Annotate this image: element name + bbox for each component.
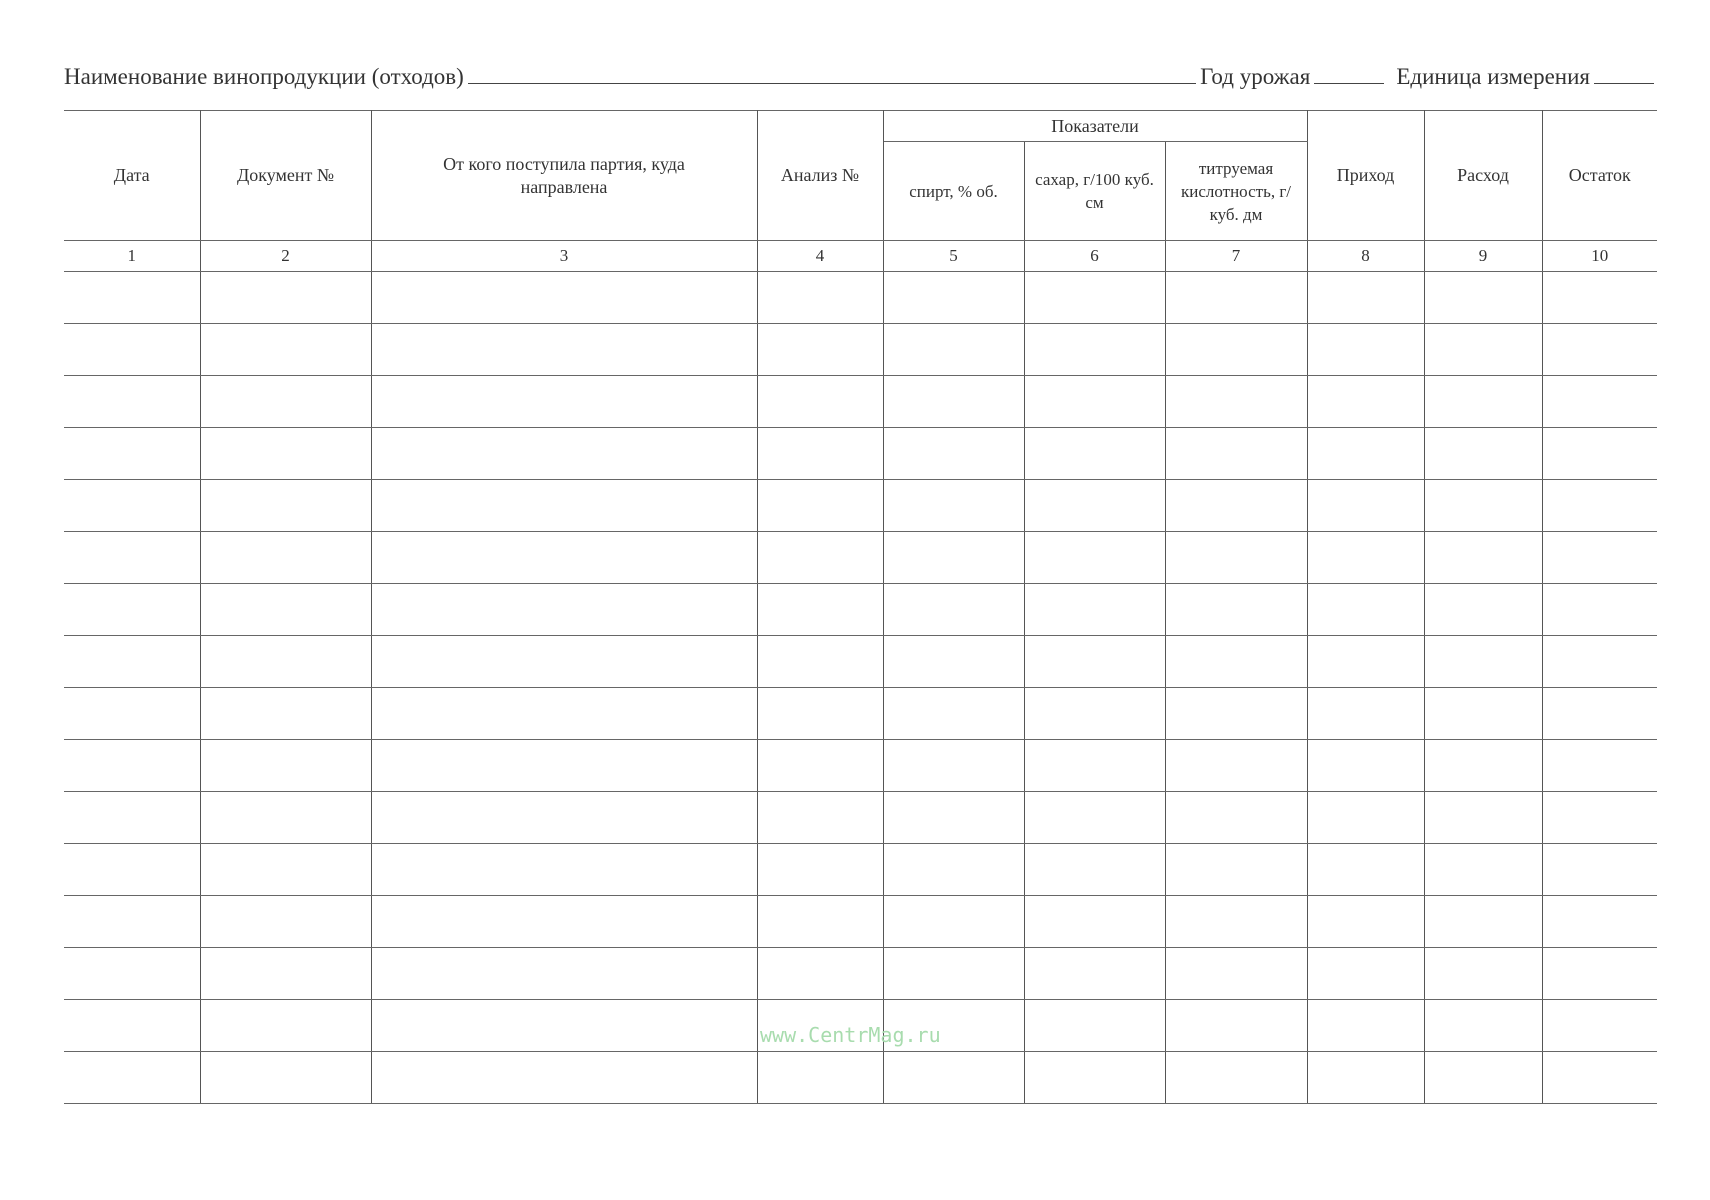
table-cell[interactable] xyxy=(371,532,757,584)
table-cell[interactable] xyxy=(1024,376,1165,428)
table-cell[interactable] xyxy=(1307,584,1424,636)
table-cell[interactable] xyxy=(1165,324,1307,376)
product-name-blank[interactable] xyxy=(468,83,1196,84)
col-header-alcohol: спирт, % об. xyxy=(883,142,1024,241)
table-cell[interactable] xyxy=(757,792,883,844)
table-cell[interactable] xyxy=(200,688,371,740)
table-cell[interactable] xyxy=(757,428,883,480)
table-cell[interactable] xyxy=(1424,896,1542,948)
harvest-year-label: Год урожая xyxy=(1200,64,1311,89)
table-cell[interactable] xyxy=(371,636,757,688)
table-cell[interactable] xyxy=(1542,688,1657,740)
table-row xyxy=(64,272,1657,324)
table-cell[interactable] xyxy=(1165,896,1307,948)
table-cell[interactable] xyxy=(371,272,757,324)
table-cell[interactable] xyxy=(1024,1000,1165,1052)
column-number: 10 xyxy=(1542,241,1657,272)
table-cell[interactable] xyxy=(883,324,1024,376)
table-cell[interactable] xyxy=(371,896,757,948)
table-cell[interactable] xyxy=(1424,272,1542,324)
table-cell[interactable] xyxy=(1424,532,1542,584)
table-row xyxy=(64,896,1657,948)
table-cell[interactable] xyxy=(200,480,371,532)
column-number: 9 xyxy=(1424,241,1542,272)
table-cell[interactable] xyxy=(1542,1052,1657,1104)
table-cell[interactable] xyxy=(1542,324,1657,376)
table-cell[interactable] xyxy=(64,428,200,480)
table-cell[interactable] xyxy=(1165,1052,1307,1104)
table-cell[interactable] xyxy=(64,948,200,1000)
column-number: 5 xyxy=(883,241,1024,272)
column-number: 4 xyxy=(757,241,883,272)
table-cell[interactable] xyxy=(1024,792,1165,844)
table-cell[interactable] xyxy=(200,636,371,688)
table-cell[interactable] xyxy=(1307,376,1424,428)
table-cell[interactable] xyxy=(371,480,757,532)
table-cell[interactable] xyxy=(1165,584,1307,636)
table-cell[interactable] xyxy=(1165,480,1307,532)
table-cell[interactable] xyxy=(883,428,1024,480)
table-row xyxy=(64,480,1657,532)
unit-blank[interactable] xyxy=(1594,83,1654,84)
table-cell[interactable] xyxy=(1165,376,1307,428)
table-cell[interactable] xyxy=(1424,948,1542,1000)
table-cell[interactable] xyxy=(200,792,371,844)
column-number: 3 xyxy=(371,241,757,272)
table-cell[interactable] xyxy=(1542,1000,1657,1052)
table-cell[interactable] xyxy=(1307,324,1424,376)
table-cell[interactable] xyxy=(1024,844,1165,896)
table-cell[interactable] xyxy=(1307,792,1424,844)
table-cell[interactable] xyxy=(1307,1000,1424,1052)
table-cell[interactable] xyxy=(883,896,1024,948)
table-cell[interactable] xyxy=(64,272,200,324)
table-cell[interactable] xyxy=(1165,532,1307,584)
table-cell[interactable] xyxy=(1424,480,1542,532)
table-cell[interactable] xyxy=(1542,532,1657,584)
table-cell[interactable] xyxy=(64,740,200,792)
table-cell[interactable] xyxy=(1542,740,1657,792)
table-cell[interactable] xyxy=(1165,636,1307,688)
table-cell[interactable] xyxy=(1024,636,1165,688)
table-cell[interactable] xyxy=(883,688,1024,740)
table-cell[interactable] xyxy=(1165,272,1307,324)
table-cell[interactable] xyxy=(757,688,883,740)
table-cell[interactable] xyxy=(1307,1052,1424,1104)
journal-table xyxy=(64,110,1657,1104)
table-cell[interactable] xyxy=(1542,636,1657,688)
table-cell[interactable] xyxy=(1307,688,1424,740)
table-cell[interactable] xyxy=(200,376,371,428)
table-cell[interactable] xyxy=(1024,1052,1165,1104)
table-cell[interactable] xyxy=(371,324,757,376)
table-cell[interactable] xyxy=(64,324,200,376)
table-cell[interactable] xyxy=(757,532,883,584)
table-cell[interactable] xyxy=(1542,428,1657,480)
table-cell[interactable] xyxy=(64,792,200,844)
table-cell[interactable] xyxy=(1165,792,1307,844)
form-heading xyxy=(64,50,1654,90)
table-cell[interactable] xyxy=(883,844,1024,896)
table-cell[interactable] xyxy=(1165,844,1307,896)
table-cell[interactable] xyxy=(1024,480,1165,532)
table-cell[interactable] xyxy=(1424,844,1542,896)
table-cell[interactable] xyxy=(1542,844,1657,896)
column-number: 6 xyxy=(1024,241,1165,272)
table-cell[interactable] xyxy=(1424,1052,1542,1104)
col-header-from-to: От кого поступила партия, куда направлена xyxy=(371,111,757,241)
table-row xyxy=(64,532,1657,584)
table-cell[interactable] xyxy=(200,1052,371,1104)
table-cell[interactable] xyxy=(1307,428,1424,480)
table-cell[interactable] xyxy=(1024,688,1165,740)
table-cell[interactable] xyxy=(883,740,1024,792)
table-cell[interactable] xyxy=(1024,584,1165,636)
table-cell[interactable] xyxy=(757,844,883,896)
table-cell[interactable] xyxy=(1307,272,1424,324)
table-cell[interactable] xyxy=(200,948,371,1000)
col-header-date: Дата xyxy=(64,111,200,241)
table-cell[interactable] xyxy=(757,480,883,532)
table-cell[interactable] xyxy=(1024,324,1165,376)
table-cell[interactable] xyxy=(757,584,883,636)
table-cell[interactable] xyxy=(371,688,757,740)
table-cell[interactable] xyxy=(1424,324,1542,376)
table-cell[interactable] xyxy=(200,428,371,480)
table-cell[interactable] xyxy=(371,792,757,844)
table-cell[interactable] xyxy=(371,1000,757,1052)
table-cell[interactable] xyxy=(371,948,757,1000)
table-cell[interactable] xyxy=(1424,636,1542,688)
table-cell[interactable] xyxy=(1542,376,1657,428)
table-cell[interactable] xyxy=(883,636,1024,688)
table-row xyxy=(64,376,1657,428)
unit-label: Единица измерения xyxy=(1396,64,1590,89)
table-cell[interactable] xyxy=(64,1052,200,1104)
table-cell[interactable] xyxy=(1024,272,1165,324)
table-cell[interactable] xyxy=(1307,480,1424,532)
table-cell[interactable] xyxy=(64,688,200,740)
table-cell[interactable] xyxy=(64,376,200,428)
table-cell[interactable] xyxy=(1542,948,1657,1000)
table-cell[interactable] xyxy=(1024,740,1165,792)
table-cell[interactable] xyxy=(757,1052,883,1104)
table-row xyxy=(64,324,1657,376)
table-cell[interactable] xyxy=(757,740,883,792)
table-row xyxy=(64,948,1657,1000)
table-cell[interactable] xyxy=(1424,740,1542,792)
product-name-label: Наименование винопродукции (отходов) xyxy=(64,64,464,89)
col-header-acidity: титруемая кислотность, г/куб. дм xyxy=(1165,142,1307,241)
table-row xyxy=(64,1052,1657,1104)
table-cell[interactable] xyxy=(200,844,371,896)
table-row xyxy=(64,428,1657,480)
table-cell[interactable] xyxy=(1424,1000,1542,1052)
table-cell[interactable] xyxy=(883,948,1024,1000)
col-header-indicators: Показатели xyxy=(883,111,1307,142)
table-cell[interactable] xyxy=(1307,948,1424,1000)
col-header-sugar: сахар, г/100 куб. см xyxy=(1024,142,1165,241)
table-cell[interactable] xyxy=(371,376,757,428)
table-cell[interactable] xyxy=(1165,688,1307,740)
table-cell[interactable] xyxy=(1424,688,1542,740)
table-row xyxy=(64,688,1657,740)
table-cell[interactable] xyxy=(1024,948,1165,1000)
col-header-income: Приход xyxy=(1307,111,1424,241)
table-cell[interactable] xyxy=(1307,896,1424,948)
table-row xyxy=(64,636,1657,688)
table-cell[interactable] xyxy=(883,532,1024,584)
table-cell[interactable] xyxy=(200,532,371,584)
table-cell[interactable] xyxy=(883,480,1024,532)
table-cell[interactable] xyxy=(1165,740,1307,792)
table-cell[interactable] xyxy=(200,896,371,948)
table-cell[interactable] xyxy=(1165,1000,1307,1052)
table-cell[interactable] xyxy=(883,1052,1024,1104)
table-cell[interactable] xyxy=(64,636,200,688)
table-cell[interactable] xyxy=(64,584,200,636)
col-header-balance: Остаток xyxy=(1542,111,1657,241)
table-cell[interactable] xyxy=(757,896,883,948)
col-header-expense: Расход xyxy=(1424,111,1542,241)
table-cell[interactable] xyxy=(200,584,371,636)
table-cell[interactable] xyxy=(200,324,371,376)
table-cell[interactable] xyxy=(757,272,883,324)
column-number: 1 xyxy=(64,241,200,272)
table-cell[interactable] xyxy=(1307,636,1424,688)
table-cell[interactable] xyxy=(1024,428,1165,480)
table-cell[interactable] xyxy=(1165,428,1307,480)
table-row xyxy=(64,844,1657,896)
table-cell[interactable] xyxy=(1307,844,1424,896)
harvest-year-blank[interactable] xyxy=(1314,83,1384,84)
table-cell[interactable] xyxy=(883,272,1024,324)
table-cell[interactable] xyxy=(1542,272,1657,324)
table-cell[interactable] xyxy=(371,740,757,792)
table-cell[interactable] xyxy=(1424,376,1542,428)
table-cell[interactable] xyxy=(64,532,200,584)
table-cell[interactable] xyxy=(371,1052,757,1104)
table-cell[interactable] xyxy=(757,324,883,376)
col-header-analysis: Анализ № xyxy=(757,111,883,241)
table-cell[interactable] xyxy=(200,740,371,792)
table-cell[interactable] xyxy=(200,272,371,324)
table-cell[interactable] xyxy=(64,896,200,948)
table-cell[interactable] xyxy=(1024,532,1165,584)
table-cell[interactable] xyxy=(1307,532,1424,584)
table-cell[interactable] xyxy=(1424,428,1542,480)
table-cell[interactable] xyxy=(883,376,1024,428)
table-cell[interactable] xyxy=(757,948,883,1000)
table-cell[interactable] xyxy=(1165,948,1307,1000)
col-header-document: Документ № xyxy=(200,111,371,241)
table-cell[interactable] xyxy=(1424,584,1542,636)
table-cell[interactable] xyxy=(1542,792,1657,844)
table-cell[interactable] xyxy=(757,376,883,428)
column-number-row xyxy=(64,241,1657,272)
table-cell[interactable] xyxy=(1542,480,1657,532)
table-cell[interactable] xyxy=(1024,896,1165,948)
table-row xyxy=(64,740,1657,792)
column-number: 2 xyxy=(200,241,371,272)
table-cell[interactable] xyxy=(1424,792,1542,844)
table-cell[interactable] xyxy=(200,1000,371,1052)
table-cell[interactable] xyxy=(1307,740,1424,792)
table-row xyxy=(64,584,1657,636)
table-cell[interactable] xyxy=(64,480,200,532)
table-cell[interactable] xyxy=(757,636,883,688)
column-number: 8 xyxy=(1307,241,1424,272)
table-cell[interactable] xyxy=(883,584,1024,636)
table-cell[interactable] xyxy=(64,844,200,896)
table-cell[interactable] xyxy=(371,428,757,480)
table-cell[interactable] xyxy=(883,792,1024,844)
table-cell[interactable] xyxy=(1542,896,1657,948)
table-cell[interactable] xyxy=(1542,584,1657,636)
column-number: 7 xyxy=(1165,241,1307,272)
watermark: www.CentrMag.ru xyxy=(760,1023,941,1047)
table-cell[interactable] xyxy=(371,844,757,896)
table-cell[interactable] xyxy=(371,584,757,636)
table-row xyxy=(64,792,1657,844)
table-cell[interactable] xyxy=(64,1000,200,1052)
